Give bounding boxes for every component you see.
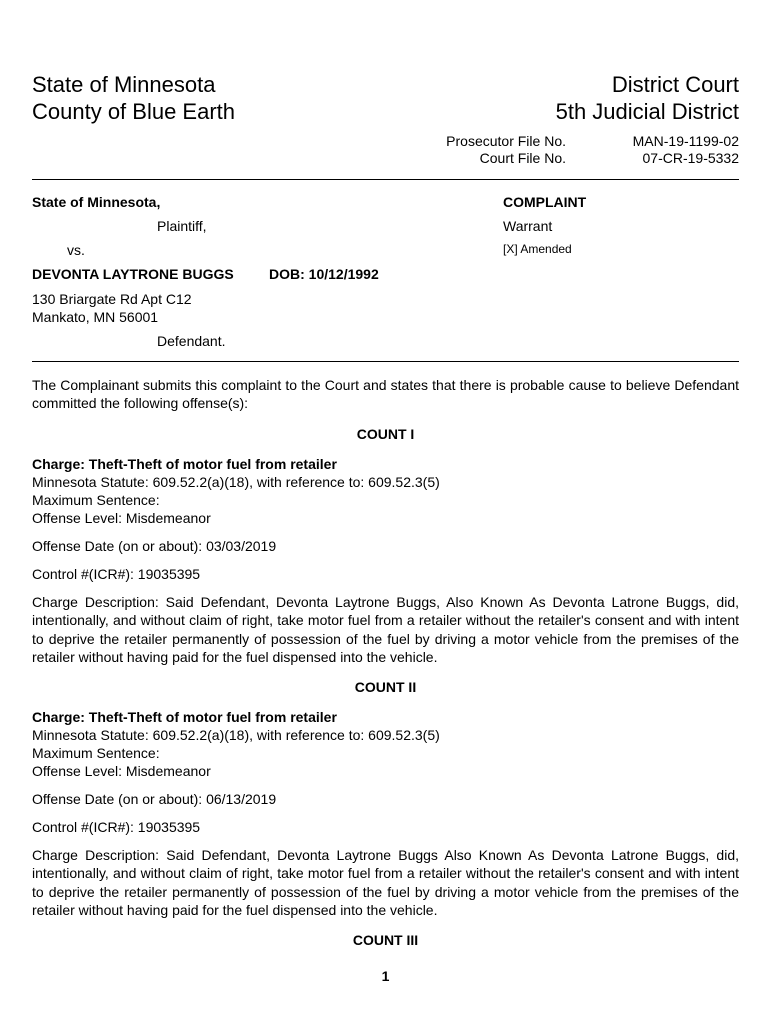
county-heading: County of Blue Earth — [32, 99, 236, 124]
statute-line: Minnesota Statute: 609.52.2(a)(18), with reference to: 609.52.3(5) — [32, 474, 440, 490]
charge-title: Charge: Theft-Theft of motor fuel from retailer — [32, 456, 337, 472]
defendant-address-line1: 130 Briargate Rd Apt C12 — [32, 291, 192, 307]
control-number-line: Control #(ICR#): 19035395 — [32, 819, 201, 835]
state-heading: State of Minnesota — [32, 72, 216, 97]
court-file-label: Court File No. — [479, 150, 566, 166]
defendant-dob: DOB: 10/12/1992 — [269, 266, 379, 282]
caption-divider — [32, 361, 739, 362]
max-sentence-line: Maximum Sentence: — [32, 492, 160, 508]
charge-title: Charge: Theft-Theft of motor fuel from retailer — [32, 709, 337, 725]
offense-date-line: Offense Date (on or about): 03/03/2019 — [32, 538, 277, 554]
header-divider — [32, 179, 739, 180]
document-type: COMPLAINT — [503, 194, 587, 210]
charge-description: Charge Description: Said Defendant, Devonta Laytrone Buggs, Also Known As Devonta Latrone Buggs, did, intentionally, and without claim of right, take motor fuel from a retailer without the retailer's consent and with intent to deprive the retailer permanently of possession of the fuel by driving a motor vehicle from the premises of the retailer without having paid for the fuel dispensed into the vehicle. — [32, 594, 739, 665]
prosecutor-file-value: MAN-19-1199-02 — [632, 133, 739, 149]
plaintiff-name: State of Minnesota, — [32, 194, 161, 210]
offense-date-line: Offense Date (on or about): 06/13/2019 — [32, 791, 277, 807]
plaintiff-role: Plaintiff, — [157, 218, 207, 234]
intro-paragraph: The Complainant submits this complaint to the Court and states that there is probable cause to believe Defendant committed the following offense(s): — [32, 377, 739, 412]
count-details — [32, 708, 440, 780]
court-heading: District Court — [611, 72, 739, 97]
count-heading: COUNT II — [354, 679, 417, 695]
count-details — [32, 455, 440, 527]
charge-description: Charge Description: Said Defendant, Devonta Laytrone Buggs Also Known As Devonta Latrone Buggs, did, intentionally, and without claim of right, take motor fuel from a retailer without the retailer's consent and with intent to deprive the retailer permanently of possession of the fuel by driving a motor vehicle from the premises of the retailer without having paid for the fuel dispensed into the vehicle. — [32, 847, 739, 918]
statute-line: Minnesota Statute: 609.52.2(a)(18), with reference to: 609.52.3(5) — [32, 727, 440, 743]
amended-label: [X] Amended — [503, 242, 572, 256]
district-heading: 5th Judicial District — [555, 99, 739, 124]
versus-label: vs. — [67, 242, 85, 258]
offense-level-line: Offense Level: Misdemeanor — [32, 510, 211, 526]
control-number-line: Control #(ICR#): 19035395 — [32, 566, 201, 582]
count-heading: COUNT III — [352, 932, 419, 948]
defendant-address-line2: Mankato, MN 56001 — [32, 309, 159, 325]
warrant-label: Warrant — [503, 218, 553, 234]
page-number: 1 — [381, 968, 390, 984]
defendant-name: DEVONTA LAYTRONE BUGGS — [32, 266, 234, 282]
defendant-role: Defendant. — [157, 333, 226, 349]
count-heading: COUNT I — [356, 426, 415, 442]
prosecutor-file-label: Prosecutor File No. — [446, 133, 566, 149]
offense-level-line: Offense Level: Misdemeanor — [32, 763, 211, 779]
max-sentence-line: Maximum Sentence: — [32, 745, 160, 761]
court-file-value: 07-CR-19-5332 — [642, 150, 739, 166]
